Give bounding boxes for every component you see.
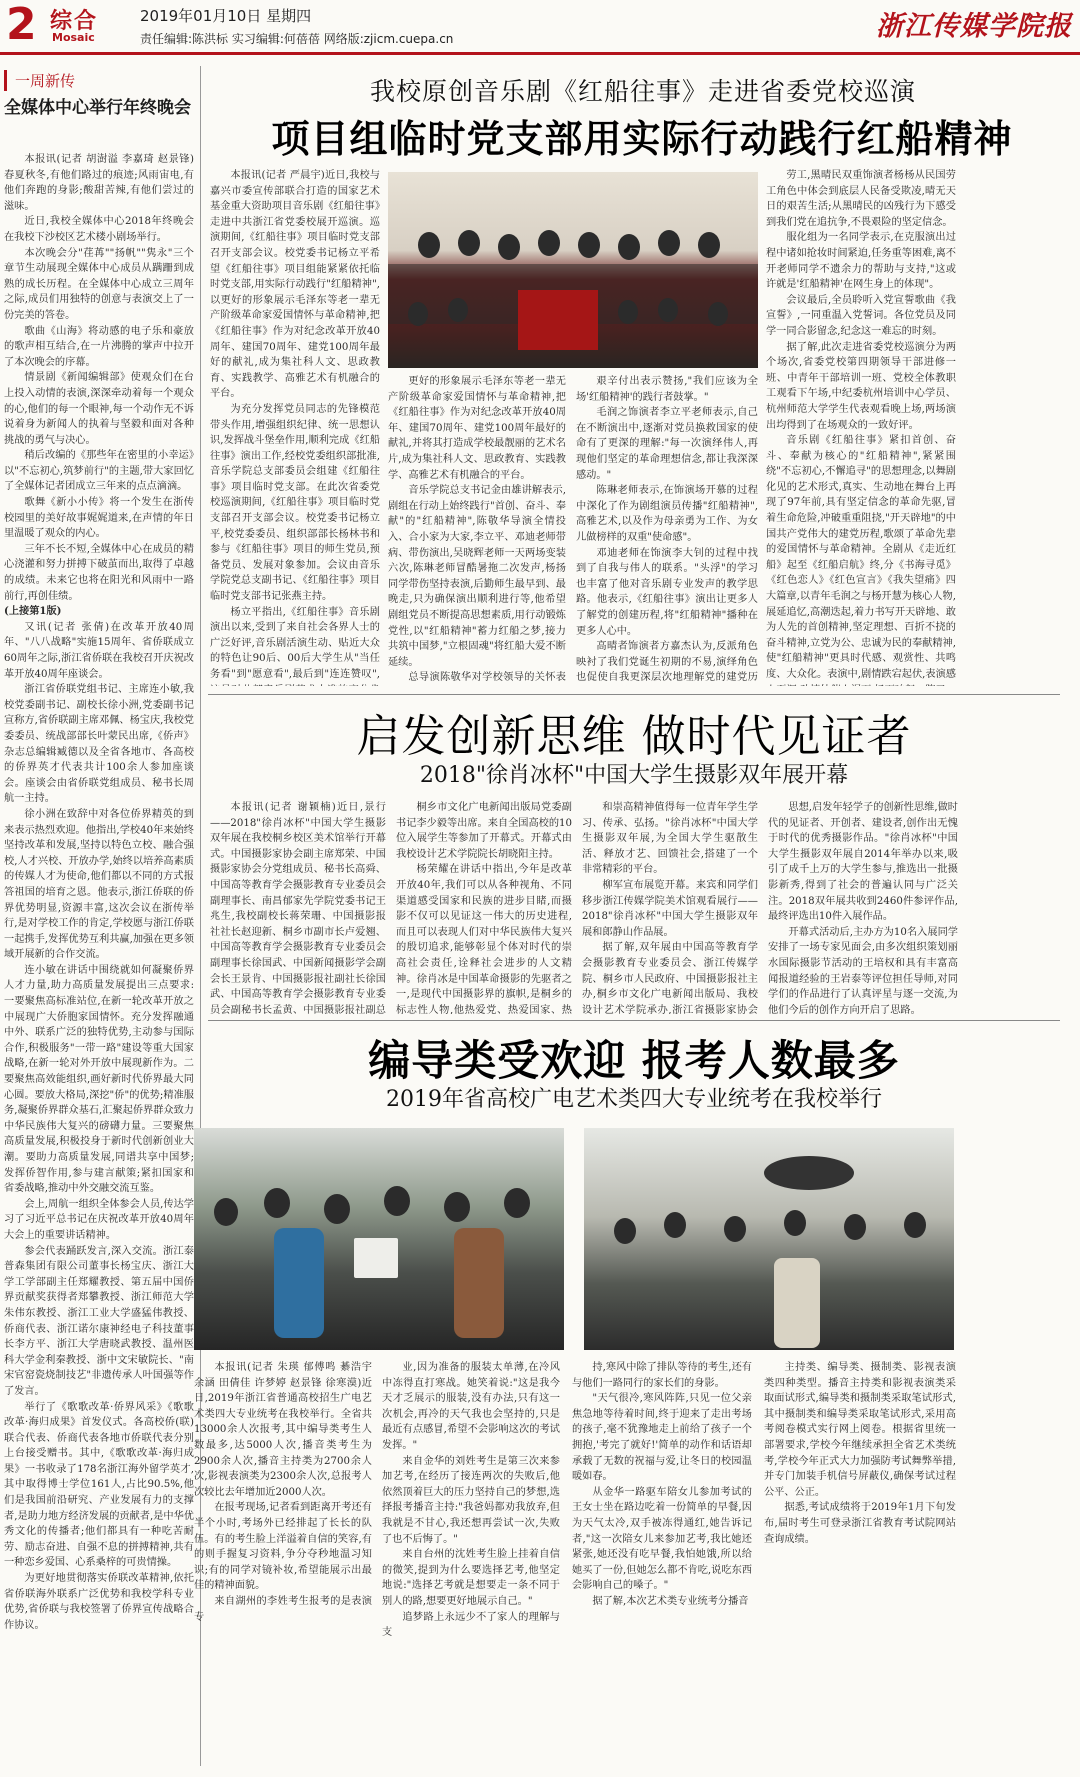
article2-subline: 2018"徐肖冰杯"中国大学生摄影双年展开幕 [419,763,849,788]
paragraph: 杨荣耀在讲话中指出,今年是改革开放40年,我们可以从各种视角、不同渠道感受国家和民族的进步目睹,而摄影不仅可以见证这一伟大的历史进程,而且可以表现人们对中华民族伟大复兴的殷切追求,能够彰显个体对时代的崇高社会责任,诠释社会进步的人文精神。徐肖冰是中国革命摄影的先驱者之一,是现代中国摄影界的旗帜,是桐乡的标志性人物,他热爱党、热爱国家、热 [396,864,572,1014]
paragraph: 桐乡市文化广电新闻出版局党委副书记李少毅等出席。来自全国高校的10位入展学生等参加了开幕式。开幕式由我校设计艺术学院院长胡晓阳主持。 [396,802,572,860]
paragraph: 高晴者饰演者方嘉杰认为,反派角色映衬了我们党诞生初期的不易,演绎角色也促使自我更深层次地理解党的建党历 [576,641,758,684]
article3-photo-left [194,1128,564,1350]
paragraph: 业,因为准备的服装太单薄,在冷风中冻得直打寒战。她笑着说:"这是我今天才乏展示的服装,没有办法,只有这一次机会,再冷的天气我也会坚持的,只是最近有点感冒,希望不会影响这次的考试发挥。" [382,1362,560,1451]
newspaper-logo: 浙江传媒学院报 [876,11,1072,42]
article2-column-3 [582,800,758,1014]
article3-headline: 编导类受欢迎 报考人数最多 [368,1036,900,1085]
article1-column-3 [576,374,758,686]
paragraph: 歌曲《山海》将动感的电子乐和豪放的歌声相互结合,在一片沸腾的掌声中拉开了本次晚会的序幕。 [4,325,194,368]
paragraph: 开幕式活动后,主办方为10名入展同学安排了一场专家见面会,由多次组织策划丽水国际摄影节活动的王培权和具有丰富高闻报道经验的王岩泰等评位担任导师,对同学们的作品进行了认真评星与逐一交流,为他们今后的创作方向开启了思路。 [768,926,958,1014]
paragraph: 稍后改编的《那些年在密里的小幸运》以"不忘初心,筑梦前行"的主题,带大家回忆了全媒体记者团成立三年来的点点滴滴。 [4,450,194,493]
article2-headline: 启发创新思维 做时代见证者 [356,711,912,762]
paragraph: "天气很冷,寒风阵阵,只见一位父亲焦急地等待着时间,终于迎来了走出考场的孩子,毫不犹豫地走上前给了孩子一个拥抱,'考完了就好!'简单的动作和话语却承载了无数的祝福与爱,让冬日的校园温暖如春。 [572,1393,752,1483]
article2-column-1 [210,800,386,1014]
article2-column-4 [768,800,958,1014]
article1-column-2 [388,374,566,686]
paragraph: 会议最后,全员聆听入党宣誓歌曲《我宣誓》,一同重温入党誓词。各位党员及同学一同合影留念,纪念这一难忘的时刻。 [766,294,956,337]
divider [208,1020,1060,1021]
section-title: 综合 [50,9,99,34]
issue-date: 2019年01月10日 星期四 [140,7,312,25]
paragraph: 徐小洲在致辞中对各位侨界精英的到来表示热烈欢迎。他指出,学校40年来始终坚持改革和发展,坚持以特色立校、融合强校,人才兴校、开放办学,始终以培养高素质的传媒人才为使命,他们都以不同的方式报答祖国的培育之恩。他表示,浙江侨联的侨界优势明显,资源丰富,这次会议在浙传举行,是对学校工作的肯定,学校愿与浙江侨联一起携手,发挥优势互利共赢,加强在更多领域开展新的合作交流。 [4,808,194,961]
paragraph: 浙江省侨联党组书记、主席连小敏,我校党委副书记、副校长徐小洲,党委副书记宣称方,省侨联副主席邓佩、杨宝庆,我校党委委员、统战部部长叶蒙民出席,《侨声》杂志总编辑臧德以及全省各地市、各高校的侨界英才代表共计100余人参加座谈会。座谈会由省侨联党组成员、秘书长周航一主持。 [4,684,194,805]
paragraph: 来自湖州的李姓考生报考的是表演专 [194,1595,372,1623]
paragraph: 本报讯(记者 严晨宇)近日,我校与嘉兴市委宣传部联合打造的国家艺术基金重大资助项目音乐剧《红船往事》走进中共浙江省党委校展开巡演。巡演期间,《红船往事》项目临时党支部召开支部会议。校党委书记杨立平希望《红船往事》项目组能紧紧依托临时党支部,用实际行动践行"红船精神",以更好的形象展示毛泽东等老一辈无产阶级革命家爱国情怀与革命精神,把《红船往事》作为对纪念改革开放40周年、建国70周年、建党100周年最好的献礼,成为集社科人文、思政教育、实践教学、高雅艺术有机融合的平台。 [210,170,380,400]
paragraph: 又讯(记者 张倩)在改革开放40周年、"八八战略"实施15周年、省侨联成立60周年之际,浙江省侨联在我校召开庆祝改革开放40周年座谈会。 [4,621,194,680]
left-article-title: 全媒体中心举行年终晚会 [4,98,191,118]
paragraph: 为更好地贯彻落实侨联改革精神,依托省侨联海外联系广泛优势和我校学科专业优势,省侨联与我校签署了侨界宣传战略合作协议。 [4,1573,194,1631]
left-article-body [4,152,194,1767]
paragraph: 据了解,本次艺术类专业统考分播音 [592,1595,749,1607]
paragraph: 歌舞《新小小传》将一个发生在浙传校园里的美好故事娓娓道来,在声情的年日里温暖了观众的内心。 [4,497,194,540]
article1-photo [388,172,758,368]
article3-photo-right [584,1128,954,1350]
paragraph: 柳军宣布展览开幕。来宾和同学们移步浙江传媒学院美术馆观看展行——2018"徐肖冰杯"中国大学生摄影双年展和郎静山作品展。 [582,879,758,938]
article3-column-2 [382,1360,560,1770]
paragraph: 服化组为一名同学表示,在克服演出过程中诸如抢妆时间紧迫,任务重等困难,离不开老师同学不遗余力的帮助与支持,"这或许就是'红船精神'在网生身上的体现"。 [766,232,956,291]
paragraph: 来自金华的刘姓考生是第三次来参加艺考,在经历了接连两次的失败后,他依然顶着巨大的压力坚持自己的梦想,选择报考播音主持:"我爸妈都劝我放弃,但我就是不甘心,我还想再尝试一次,失败了也不后悔了。" [382,1455,560,1545]
editor-credits: 责任编辑:陈洪标 实习编辑:何蓓蓓 网络版:zjicm.cuepa.cn [140,32,454,46]
paragraph: 主持类、编导类、摄制类、影视表演类四种类型。播音主持类和影视表演类采取面试形式,编导类和摄制类采取笔试形式,其中摄制类和编导类采取笔试形式,采用高考阅卷模式实行网上阅卷。根据省里统一部署要求,学校今年继续承担全省艺术类统考,学校今年正式大力加强防考试舞弊举措,并专门加装手机信号屏蔽仪,确保考试过程公平、公正。 [764,1362,956,1498]
paragraph: 情景剧《新闻编辑部》使观众们在台上投入动情的表演,深深牵动着每一个观众的心,他们的每一个眼神,每一个动作无不诉说着身为新闻人的执着与坚毅和面对各种挑战的勇气与决心。 [4,372,194,446]
paragraph: 音乐剧《红船往事》紧扣首创、奋斗、奉献为核心的"红船精神",紧紧围绕"不忘初心,不懈追寻"的思想理念,以舞剧化见的艺术形式,真实、生动地在舞台上再现了97年前,具有坚定信念的革命先驱,冒着生命危险,冲破重重阻挠,"开天辟地"的中国共产党伟大的建党历程,歌颂了革命先辈的爱国情怀与革命精神。全剧从《走近红船》起至《红船启航》终,分《书海寻觅》《红色恋人》《红色宣言》《我失望痛》四大篇章,以青年毛润之与杨开慧为核心人物,展延追忆,高潮迭起,着力书写开天辟地、敢为人先的首创精神,坚定理想、百折不挠的奋斗精神,立党为公、忠诚为民的奉献精神,使"红船精神"更具时代感、观赏性、共鸣度、大众化。表演中,剧情跌宕起伏,表演感 [766,435,956,680]
paragraph: 来自台州的沈姓考生脸上挂着自信的微笑,提到为什么要选择艺考,他坚定地说:"选择艺考就是想要走一条不同于别人的路,想要更好地展示自己。" [382,1549,560,1607]
paragraph: 会上,周航一组织全体参会人员,传达学习了习近平总书记在庆祝改革开放40周年大会上的重要讲话精神。 [4,1198,194,1241]
paragraph: 陈琳老师表示,在饰演场开慕的过程中深化了作为剧组演员传播"红船精神",高雅艺术,以及作为母亲勇为工作、为女儿做榜样的双重"使命感"。 [576,485,758,543]
paragraph: 追梦路上永远少不了家人的理解与支 [382,1611,560,1639]
article1-headline: 项目组临时党支部用实际行动践行红船精神 [271,117,1013,161]
paragraph: 本次晚会分"荏苒""扬帆""隽永"三个章节生动展现全媒体中心成员从蹒跚到成熟的成长历程。在全媒体中心成立三周年之际,成员们用独特的创意与表演交上了一份完美的答卷。 [4,247,194,321]
page-number: 2 [6,0,37,50]
paragraph: 从金华一路驱车陪女儿参加考试的王女士坐在路边吃着一份简单的早餐,因为天气太冷,双手被冻得通红,她告诉记者,"这一次陪女儿来参加艺考,我比她还紧张,她还没有吃早餐,我怕她饿,所以给她买了一份,但她怎么都不肯吃,说吃东西会影响自己的嗓子。" [572,1486,752,1592]
article1-kicker: 我校原创音乐剧《红船往事》走进省委党校巡演 [369,77,916,106]
paragraph: 本报讯(记者 朱瑛 郁傅鸣 綦浩宇 余涵 田倩佳 许梦婷 赵景锋 徐寒漠)近日,2019年浙江省普通高校招生广电艺术类四大专业统考在我校举行。全省共13000余人次报考,其中编导类考生人数最多,达5000人次,播音类考生为2900余人次,播音主持类为2700余人次,影视表演类为2300余人次,总报考人次较比去年增加近2000人次。 [194,1362,372,1498]
paragraph: 音乐学院总支书记金由雄讲解表示,剧组在行动上始终践行"首创、奋斗、奉献"的"红船精神",陈敬华导演全情投入、合小家为大家,李立平、邓迪老师带病、带伤演出,吴晓辉老师一天两场变装六次,陈琳老师冒酷暑拖二次发声,杨扬同学带伤坚持表演,后勤师生最早到、最晚走,只为确保演出顺利进行等,他希望剧组党员不断提高思想素质,用行动锻炼党性,以"红船精神"蓄力红船之梦,接力共筑中国梦,"立根固魂"将红船大爱不断延续。 [388,485,566,668]
article3-column-1 [194,1360,372,1770]
paragraph: 更好的形象展示毛泽东等老一辈无产阶级革命家爱国情怀与革命精神,把《红船往事》作为对纪念改革开放40周年、建国70周年、建党100周年最好的献礼,并将其打造成学校最靓丽的艺术名片,成为集社科人文、思政教育、实践教学、高雅艺术有机融合的平台。 [388,376,566,481]
paragraph: 邓迪老师在饰演李大钊的过程中找到了自我与伟人的联系。"头浮"的学习也丰富了他对音乐剧专业发声的教学思路。他表示,《红船往事》演出让更多人了解党的创建历程,将"红船精神"播种在更多人心中。 [576,547,758,637]
paragraph: 在报考现场,记者看到距离开考还有半个小时,考场外已经排起了长长的队伍。有的考生脸上洋溢着自信的笑容,有的则手握复习资料,争分夺秒地温习知识;有的同学对镜补妆,希望能展示出最佳的精神面貌。 [194,1502,372,1592]
article1-column-1 [210,168,380,686]
paragraph: 近日,我校全媒体中心2018年终晚会在我校下沙校区艺术楼小剧场举行。 [4,216,194,243]
divider [208,694,1060,695]
paragraph: 艰辛付出表示赞扬,"我们应该为全场'红船精神'的践行者鼓掌。" [576,376,758,403]
paragraph: 思想,启发年轻学子的创新性思维,做时代的见证者、开创者、建设者,创作出无愧于时代的优秀摄影作品。"徐肖冰杯"中国大学生摄影双年展自2014年举办以来,吸引了成千上万的大学生参与,推选出一批摄影新秀,得到了社会的普遍认同与广泛关注。2018双年展共收到2460件参评作品,最终评选出10件入展作品。 [768,802,958,923]
paragraph: 杨立平指出,《红船往事》音乐剧演出以来,受到了来自社会各界人士的广泛好评,音乐剧活演生动、贴近大众的特色让90后、00后大学生从"当任务看"到"愿意看",最后到"连连赞叹", [210,606,380,680]
column-label: 一周新传 [4,70,75,91]
paragraph: 据了解,双年展由中国高等教育学会摄影教育专业委员会、浙江传媒学院、桐乡市人民政府、中国摄影报社主办,桐乡市文化广电新闻出版局、我校设计艺术学院承办,浙江省摄影家协会 [582,942,758,1014]
paragraph: 三年不长不短,全媒体中心在成员的精心浇灌和努力拼搏下破茧而出,取得了卓越的成绩。未来它也将在阳光和风雨中一路前行,再创佳绩。 [4,543,194,602]
paragraph: 本报讯(记者 谢颖楠)近日,景行——2018"徐肖冰杯"中国大学生摄影双年展在我校桐乡校区美术馆举行开幕式。中国摄影家协会副主席郑荣、中国摄影家协会分党组成员、秘书长高舜、中国高等教育学会摄影教育专业委员会副理事长、南昌郁家先学院党委书记王兆生,我校副校长蒋荣珊、中国摄影报社社长赵迎新、桐乡市副市长卢爱翘、中国高等教育学会摄影教育专业委员会副理事长徐国武、中国新闻摄影学会副会长王景肯、中国摄影报社副社长徐国武、中国高等教育学会摄影教育专业委员会副秘书长孟黄、中国摄影报社副总 [210,802,386,1014]
paragraph: 和崇高精神值得每一位青年学生学习、传承、弘扬。"徐肖冰杯"中国大学生摄影双年展,为全国大学生驱散生活、释放才艺、回馈社会,搭建了一个非常精彩的平台。 [582,802,758,876]
section-subtitle: Mosaic [52,31,95,44]
paragraph: 连小敏在讲话中围绕就如何凝聚侨界人才力量,助力高质量发展提出三点要求:一要聚焦高标准站位,在新一轮改革开放之中展现广大侨胞家国情怀。充分发挥融通中外、联系广泛的独特优势,主动参与国际合作,积极服务"一带一路"建设等重大国家战略,在新一轮对外开放中展现新作为。二要聚焦高效能组织,画好新时代侨界最大同心圆。要放大格局,深挖"侨"的优势;精准服务,凝聚侨界群众基石,汇聚起侨界群众致力中华民族伟大复兴的磅礴力量。三要聚焦高质量发展,积极投身于新时代创新创业大潮。要助力高质量发展,同谱共享中国梦;发挥侨智作用,参与建言献策;紧扣国家和省委战略,推动中外交融交流互鉴。 [4,964,194,1195]
article3-column-4 [764,1360,956,1770]
paragraph: 为充分发挥党员同志的先锋模范带头作用,增强组织纪律、统一思想认识,发挥战斗堡垒作用,顺利完成《红船往事》演出工作,经校党委组织部批准,音乐学院总支部委员会组建《红船往事》项目临时党支部。在此次省委党校巡演期间,《红船往事》项目临时党支部召开支部会议。校党委书记杨立平,校党委委员、组织部部长杨林书和参与《红船往事》项目的师生党员,预备党员、发展对象参加。会议由音乐学院党总支副书记、《红船往事》项目临时党支部书记张燕主持。 [210,403,380,603]
paragraph: 总导演陈敬华对学校领导的关怀表 [408,672,566,684]
article3-subline: 2019年省高校广电艺术类四大专业统考在我校举行 [386,1087,882,1112]
paragraph: 持,寒风中除了排队等待的考生,还有与他们一路同行的家长们的身影。 [572,1362,752,1389]
article2-column-2 [396,800,572,1014]
paragraph: 据了解,此次走进省委党校巡演分为两个场次,省委党校第四期领导干部进修一班、中青年干部培训一班、党校全体教职工观看下午场,中纪委杭州培训中心学员、杭州师范大学学生代表观看晚上场,两场演出均得到了在场观众的一致好评。 [766,341,956,431]
paragraph: 毛润之饰演者李立平老师表示,自己在不断演出中,逐渐对党员换救国家的使命有了更深的理解:"每一次演绎伟人,再现他们坚定的革命理想信念,都让我深深感动。" [576,407,758,481]
article3-column-3 [572,1360,752,1770]
paragraph: 据悉,考试成绩将于2019年1月下旬发布,届时考生可登录浙江省教育考试院网站查询成绩。 [764,1502,956,1545]
paragraph: 参会代表踊跃发言,深入交流。浙江泰普森集团有限公司董事长杨宝庆、浙江大学工学部副主任郑耀教授、第五届中国侨界贡献奖获得者郑攀教授、浙江师范大学朱伟东教授、浙江工业大学盛猛伟教授、侨商代表、浙江诺尔康神经电子科技董事长李方平、浙江大学唐晓武教授、温州医科大学金利秦教授、浙中文宋敏院长、"南宋官窑瓷烧制技艺"非遗传承人叶国强等作了发言。 [4,1245,194,1397]
paragraph: 劳工,黑晴民双重饰演者杨杨从民国劳工角色中体会到底层人民备受欺凌,晴无天日的艰苦生活;从黑晴民的凶残行为下感受到我们党在追抗争,不畏艰险的坚定信念。 [766,170,956,228]
article1-column-4 [766,168,956,686]
continued-from-tag: (上接第1版) [4,605,62,618]
paragraph: 本报讯(记者 胡澍溢 李嘉琦 赵景锋)春夏秋冬,有他们路过的痕迹;风雨宙电,有他们奔跑的身影;酸甜苦辣,有他们尝过的滋味。 [4,154,194,212]
paragraph: 举行了《歌歌改革·侨界风采》《歌歌改革·海归成果》首发仪式。各高校侨(联)联合代表、侨商代表各地市侨联代表分别上台接受赠书。其中,《歌歌改革·海归成果》一书收录了178名浙江海外留学英才,其中取得博士学位161人,占比90.5%,他们是我国前沿研究、产业发展有力的支撑者,是助力地方经济发展的贡献者,是中华优秀文化的传播者;他们都具有一种吃苦耐劳、励志奋进、自强不息的拼搏精神,共有一种恋乡爱国、心系桑梓的可贵情操。 [4,1401,194,1569]
